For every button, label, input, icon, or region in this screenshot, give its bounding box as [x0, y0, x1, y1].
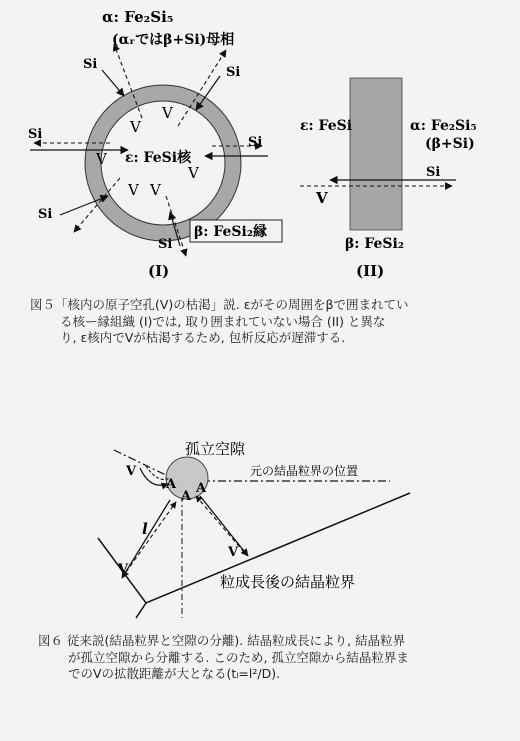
old-boundary-label: 元の結晶粒界の位置 — [250, 464, 359, 478]
v-label: V — [126, 464, 137, 479]
si-label: Si — [158, 237, 173, 252]
v-curved-path — [140, 468, 168, 485]
alpha-sub-label: (αᵣではβ+Si)母相 — [112, 32, 235, 48]
si-label: Si — [426, 165, 441, 180]
fig5-panel-1 — [28, 8, 282, 280]
new-grain-boundary — [136, 603, 146, 618]
alpha-label: α: Fe₂Si₅ — [410, 118, 477, 134]
fig6-diagram — [98, 440, 410, 618]
v-label: V — [130, 118, 141, 136]
diffusion-path-right-v — [196, 496, 244, 552]
figure-5-caption — [30, 297, 492, 347]
si-label: Si — [38, 207, 53, 222]
fig5-panel-2 — [300, 78, 477, 280]
si-label: Si — [83, 57, 98, 72]
beta-layer — [350, 78, 402, 230]
epsilon-core-label: ε: FeSi核 — [125, 150, 192, 166]
v-label: V — [150, 181, 161, 199]
v-label: V — [96, 150, 107, 168]
si-arrow-top-left — [102, 70, 124, 96]
si-label: Si — [28, 127, 43, 142]
v-label: V — [118, 562, 129, 577]
si-label: Si — [248, 135, 263, 150]
diffusion-path-left — [122, 500, 170, 578]
si-label: Si — [226, 65, 241, 80]
diffusion-path-left-v — [126, 502, 176, 572]
v-label: V — [128, 181, 139, 199]
panel-tag-1: (I) — [148, 262, 170, 280]
caption-line: り, ε核内でVが枯渇するため, 包析反応が遅滞する. — [60, 330, 346, 345]
new-boundary-label: 粒成長後の結晶粒界 — [220, 573, 356, 591]
a-label: A — [196, 481, 207, 496]
figure-6-caption — [38, 633, 488, 683]
v-label: V — [162, 104, 173, 122]
a-label: A — [181, 489, 192, 504]
v-label: V — [316, 189, 328, 207]
beta-rim-label: β: FeSi₂縁 — [194, 224, 267, 240]
beta-label: β: FeSi₂ — [345, 236, 404, 252]
distance-l-label: l — [142, 520, 148, 538]
a-label: A — [166, 477, 177, 492]
v-label: V — [188, 164, 199, 182]
alpha-phase-label: α: Fe₂Si₅ — [102, 8, 174, 26]
epsilon-label: ε: FeSi — [300, 118, 353, 134]
panel-tag-2: (II) — [356, 262, 385, 280]
v-label: V — [228, 545, 239, 560]
diffusion-path-right — [200, 496, 248, 556]
caption-line: 図６ 従来説(結晶粒界と空隙の分離). 結晶粒成長により, 結晶粒界 — [38, 633, 406, 648]
caption-line: る核ー縁組織 (I)では, 取り囲まれていない場合 (II) と異な — [60, 313, 386, 329]
caption-line: が孤立空隙から分離する. このため, 孤立空隙から結晶粒界ま — [68, 649, 409, 665]
caption-line: でのVの拡散距離が大となる(tₗ=l²/D). — [68, 666, 281, 681]
void-label: 孤立空隙 — [185, 440, 246, 458]
alpha-sub-label: (β+Si) — [425, 136, 475, 152]
caption-line: 図５「核内の原子空孔(V)の枯渇」説. εがその周囲をβで囲まれてい — [30, 297, 409, 312]
